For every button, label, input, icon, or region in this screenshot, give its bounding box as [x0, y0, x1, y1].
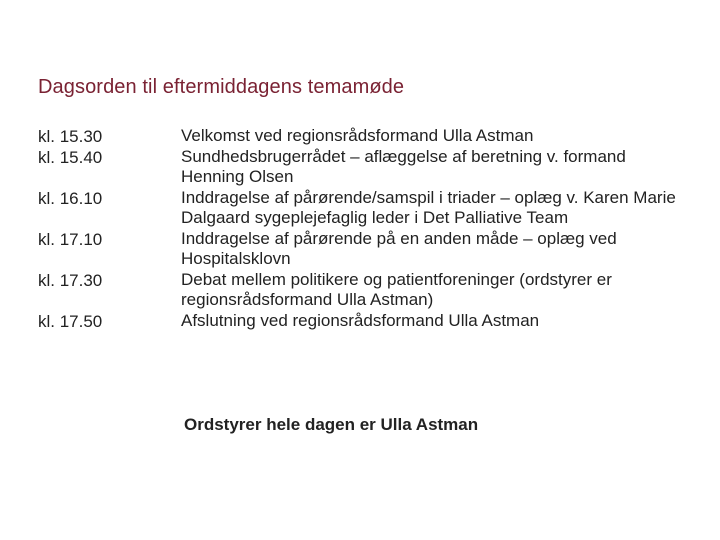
agenda-item	[38, 270, 688, 311]
agenda-description: Sundhedsbrugerrådet – aflæggelse af beretning v. formand Henning Olsen	[181, 146, 626, 186]
agenda-list	[38, 126, 688, 331]
agenda-description: Afslutning ved regionsrådsformand Ulla Astman	[181, 310, 540, 330]
agenda-description: Velkomst ved regionsrådsformand Ulla Astman	[181, 126, 534, 145]
page-title: Dagsorden til eftermiddagens temamøde	[38, 76, 405, 98]
moderator-note: Ordstyrer hele dagen er Ulla Astman	[184, 415, 479, 434]
agenda-time: kl. 15.40	[38, 147, 103, 167]
agenda-item	[38, 229, 688, 270]
agenda-time: kl. 16.10	[38, 188, 103, 208]
agenda-description: Inddragelse af pårørende/samspil i triader – oplæg v. Karen Marie Dalgaard sygeplejefaglig leder i Det Palliative Team	[181, 187, 676, 227]
agenda-description: Inddragelse af pårørende på en anden måde – oplæg ved Hospitalsklovn	[181, 228, 617, 268]
agenda-item	[38, 126, 688, 147]
agenda-time: kl. 15.30	[38, 127, 103, 146]
agenda-description: Debat mellem politikere og patientforeninger (ordstyrer er regionsrådsformand Ulla Astman)	[181, 269, 612, 309]
agenda-item	[38, 188, 688, 229]
agenda-time: kl. 17.30	[38, 270, 103, 290]
agenda-time: kl. 17.10	[38, 229, 103, 249]
agenda-item	[38, 147, 688, 188]
agenda-item	[38, 311, 688, 332]
agenda-time: kl. 17.50	[38, 311, 103, 331]
